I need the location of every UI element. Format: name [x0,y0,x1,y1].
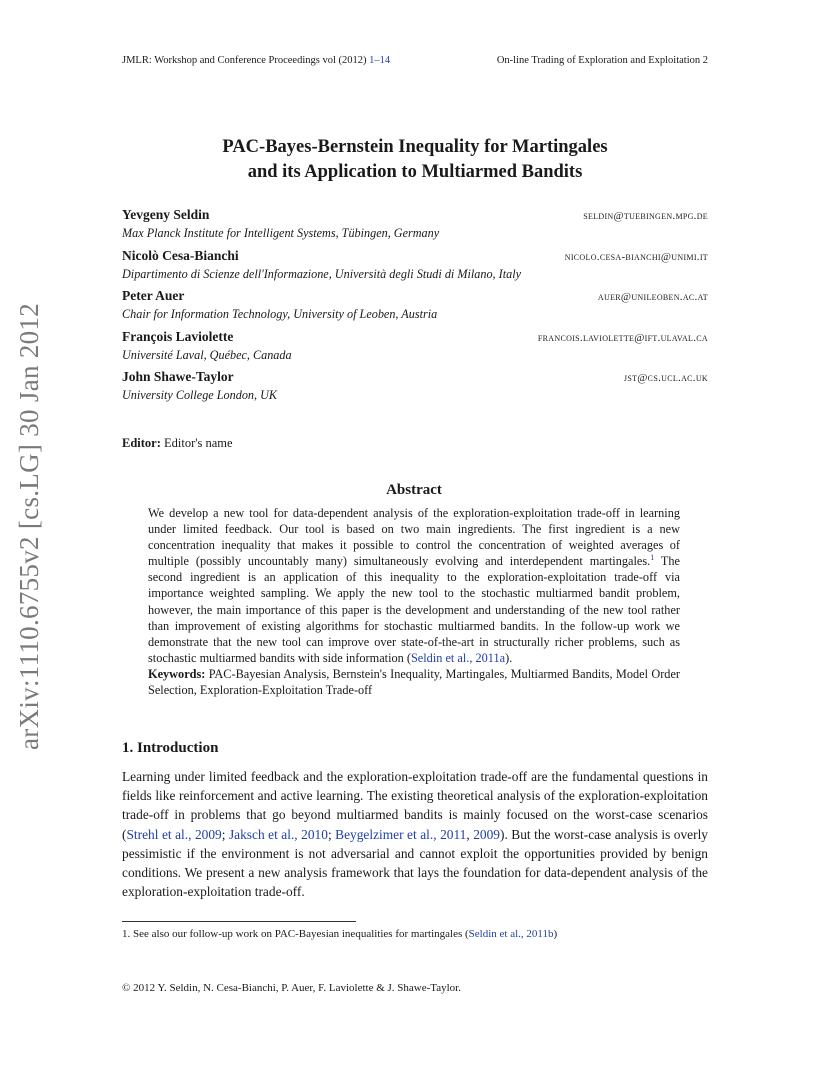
author-name: François Laviolette [122,328,234,344]
author-block [122,287,708,328]
citation-link[interactable]: 2009 [473,826,500,842]
running-head [122,55,708,66]
author-block [122,368,708,409]
keywords-label: Keywords: [148,666,206,681]
author-list [122,206,708,409]
author-email[interactable]: francois.laviolette@ift.ulaval.ca [537,331,708,344]
author-block [122,328,708,369]
copyright-notice: © 2012 Y. Seldin, N. Cesa-Bianchi, P. Auer, F. Laviolette & J. Shawe-Taylor. [122,982,461,994]
author-email[interactable]: nicolo.cesa-bianchi@unimi.it [564,250,708,263]
author-block [122,247,708,288]
running-head-right: On-line Trading of Exploration and Exploitation 2 [496,55,708,66]
author-block [122,206,708,247]
editor-value: Editor's name [164,436,233,450]
editor-line [122,436,233,451]
citation-link[interactable]: Beygelzimer et al., 2011 [335,826,467,842]
title-line-1: PAC-Bayes-Bernstein Inequality for Martingales [222,137,608,157]
introduction-paragraph: Learning under limited feedback and the exploration-exploitation trade-off are the fundamental questions in fields like reinforcement and active learning. The existing theoretical analysis of the exploration-exploitation trade-off in problems that go beyond multiarmed bandits is mainly focused on the worst-case scenarios (Strehl et al., 2009; Jaksch et al., 2010; Beygelzimer et al., 2011, 2009). But the worst-case analysis is overly pessimistic if the environment is not adversarial and cannot exploit the opportunities provided by benign conditions. We present a new analysis framework that lays the foundation for data-dependent analysis of the exploration-exploitation trade-off. [122,769,708,900]
citation-link[interactable]: Jaksch et al., 2010 [228,826,328,842]
abstract-heading: Abstract [386,482,442,498]
author-affiliation: University College London, UK [122,388,278,402]
footnote-marker[interactable]: 1 [650,553,655,563]
footnote-divider [122,921,356,922]
arxiv-stamp: arXiv:1110.6755v2 [cs.LG] 30 Jan 2012 [14,302,44,750]
author-email[interactable]: auer@unileoben.ac.at [597,291,708,303]
editor-label: Editor: [122,436,161,450]
running-head-left: JMLR: Workshop and Conference Proceedings vol (2012) 1–14 [122,55,391,66]
author-name: John Shawe-Taylor [122,369,234,384]
citation-link[interactable]: Strehl et al., 2009 [126,826,222,842]
keywords-list: PAC-Bayesian Analysis, Bernstein's Inequality, Martingales, Multiarmed Bandits, Model Order Selection, Exploration-Exploitation Trade-off [148,666,680,698]
author-email[interactable]: jst@cs.ucl.ac.uk [623,372,708,384]
author-email[interactable]: seldin@tuebingen.mpg.de [583,210,708,222]
section-heading-introduction: 1. Introduction [122,740,219,756]
footnote-number: 1. [122,928,131,940]
author-affiliation: Max Planck Institute for Intelligent Systems, Tübingen, Germany [122,226,440,240]
author-affiliation: Chair for Information Technology, University of Leoben, Austria [122,307,438,321]
citation-link[interactable]: Seldin et al., 2011b [468,928,554,940]
abstract-text: We develop a new tool for data-dependent analysis of the exploration-exploitation trade-off in learning under limited feedback. Our tool is based on two main ingredients. The first ingredient is a new concentration inequality that makes it possible to control the concentration of weighted averages of multiple (possibly uncountably many) simultaneously evolving and interdependent martingales.$^1$ The second ingredient is an application of this inequality to the exploration-exploitation trade-off via importance weighted sampling. We apply the new tool to the stochastic multiarmed bandit problem, however, the main importance of this paper is the development and understanding of the new tool rather than improvement of existing algorithms for stochastic multiarmed bandits. In the follow-up work we demonstrate that the new tool can improve over state-of-the-art in structurally richer problems, such as stochastic multiarmed bandits with side information (Seldin et al., 2011a). [148,506,680,665]
citation-link[interactable]: Seldin et al., 2011a [410,650,506,665]
author-name: Yevgeny Seldin [122,207,210,222]
page-range-link[interactable]: 1–14 [369,55,391,66]
paper-title [122,135,708,185]
abstract-body [148,505,680,698]
title-line-2: and its Application to Multiarmed Bandits [247,162,583,182]
author-affiliation: Dipartimento di Scienze dell'Informazione, Università degli Studi di Milano, Italy [122,266,521,281]
keywords [148,666,680,698]
author-name: Peter Auer [122,288,185,303]
footnote: 1. See also our follow-up work on PAC-Bayesian inequalities for martingales (Seldin et al., 2011b) [122,928,558,940]
author-affiliation: Université Laval, Québec, Canada [122,347,292,362]
author-name: Nicolò Cesa-Bianchi [122,247,239,263]
